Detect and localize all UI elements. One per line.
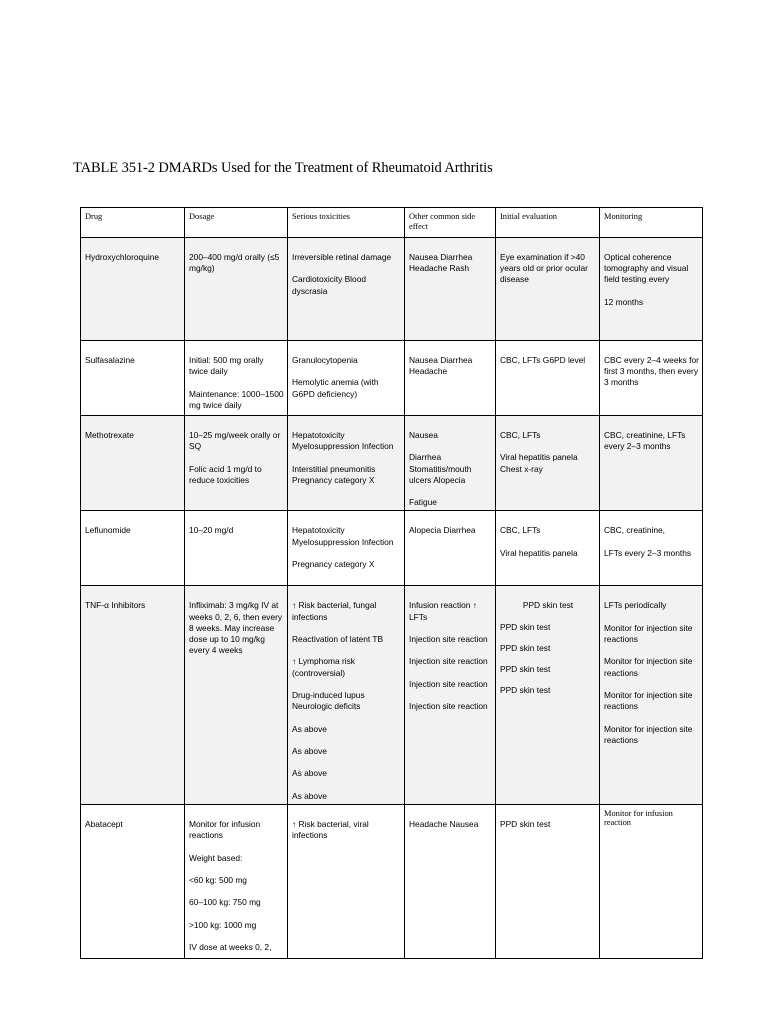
- monitoring-cell: Optical coherence tomography and visual field testing every 12 months: [600, 238, 703, 341]
- side-effects-cell: Infusion reaction ↑ LFTs Injection site reaction Injection site reaction Injection site reaction Injection site reaction: [405, 586, 496, 805]
- side-effects-cell: Headache Nausea: [405, 804, 496, 958]
- drug-cell: Abatacept: [81, 804, 185, 958]
- dosage-cell: Monitor for infusion reactions Weight based: <60 kg: 500 mg 60–100 kg: 750 mg >100 kg: 1000 mg IV dose at weeks 0, 2,: [185, 804, 288, 958]
- column-header-side-effects: Other common side effect: [405, 208, 496, 238]
- side-effects-cell: Nausea Diarrhea Stomatitis/mouth ulcers Alopecia Fatigue: [405, 416, 496, 511]
- drug-cell: TNF-α Inhibitors: [81, 586, 185, 805]
- table-row: [81, 586, 703, 805]
- side-effects-cell: Nausea Diarrhea Headache Rash: [405, 238, 496, 341]
- toxicities-cell: Hepatotoxicity Myelosuppression Infection Pregnancy category X: [288, 511, 405, 586]
- initial-evaluation-cell: Eye examination if >40 years old or prior ocular disease: [496, 238, 600, 341]
- toxicities-cell: Granulocytopenia Hemolytic anemia (with G6PD deficiency): [288, 341, 405, 416]
- column-header-monitoring: Monitoring: [600, 208, 703, 238]
- side-effects-cell: Nausea Diarrhea Headache: [405, 341, 496, 416]
- initial-evaluation-cell: CBC, LFTs Viral hepatitis panela Chest x-ray: [496, 416, 600, 511]
- dmards-table: [80, 207, 703, 959]
- table-row: [81, 804, 703, 958]
- monitoring-cell: Monitor for infusion reaction: [600, 804, 703, 958]
- toxicities-cell: ↑ Risk bacterial, viral infections: [288, 804, 405, 958]
- table-row: [81, 416, 703, 511]
- monitoring-cell: CBC every 2–4 weeks for first 3 months, then every 3 months: [600, 341, 703, 416]
- column-header-dosage: Dosage: [185, 208, 288, 238]
- drug-cell: Hydroxychloroquine: [81, 238, 185, 341]
- drug-cell: Methotrexate: [81, 416, 185, 511]
- table-row: [81, 238, 703, 341]
- table-row: [81, 341, 703, 416]
- monitoring-cell: LFTs periodically Monitor for injection site reactions Monitor for injection site reactions Monitor for injection site reactions Monitor for injection site reactions: [600, 586, 703, 805]
- table-row: [81, 511, 703, 586]
- dosage-cell: 200–400 mg/d orally (≤5 mg/kg): [185, 238, 288, 341]
- toxicities-cell: Hepatotoxicity Myelosuppression Infection Interstitial pneumonitis Pregnancy category X: [288, 416, 405, 511]
- dosage-cell: 10–20 mg/d: [185, 511, 288, 586]
- initial-evaluation-cell: PPD skin test: [496, 804, 600, 958]
- initial-evaluation-cell: CBC, LFTs Viral hepatitis panela: [496, 511, 600, 586]
- column-header-drug: Drug: [81, 208, 185, 238]
- dosage-cell: 10–25 mg/week orally or SQ Folic acid 1 mg/d to reduce toxicities: [185, 416, 288, 511]
- column-header-initial-evaluation: Initial evaluation: [496, 208, 600, 238]
- table-header-row: [81, 208, 703, 238]
- dosage-cell: Initial: 500 mg orally twice daily Maintenance: 1000–1500 mg twice daily: [185, 341, 288, 416]
- column-header-toxicities: Serious toxicities: [288, 208, 405, 238]
- initial-evaluation-cell: PPD skin test PPD skin test PPD skin test PPD skin test PPD skin test: [496, 586, 600, 805]
- toxicities-cell: ↑ Risk bacterial, fungal infections Reactivation of latent TB ↑ Lymphoma risk (controversial) Drug-induced lupus Neurologic deficits As above As above As above As above: [288, 586, 405, 805]
- initial-evaluation-cell: CBC, LFTs G6PD level: [496, 341, 600, 416]
- monitoring-cell: CBC, creatinine, LFTs every 2–3 months: [600, 511, 703, 586]
- toxicities-cell: Irreversible retinal damage Cardiotoxicity Blood dyscrasia: [288, 238, 405, 341]
- drug-cell: Sulfasalazine: [81, 341, 185, 416]
- side-effects-cell: Alopecia Diarrhea: [405, 511, 496, 586]
- dosage-cell: Infliximab: 3 mg/kg IV at weeks 0, 2, 6, then every 8 weeks. May increase dose up to 10 mg/kg every 4 weeks: [185, 586, 288, 805]
- table-title: TABLE 351-2 DMARDs Used for the Treatment of Rheumatoid Arthritis: [73, 160, 493, 176]
- drug-cell: Leflunomide: [81, 511, 185, 586]
- monitoring-cell: CBC, creatinine, LFTs every 2–3 months: [600, 416, 703, 511]
